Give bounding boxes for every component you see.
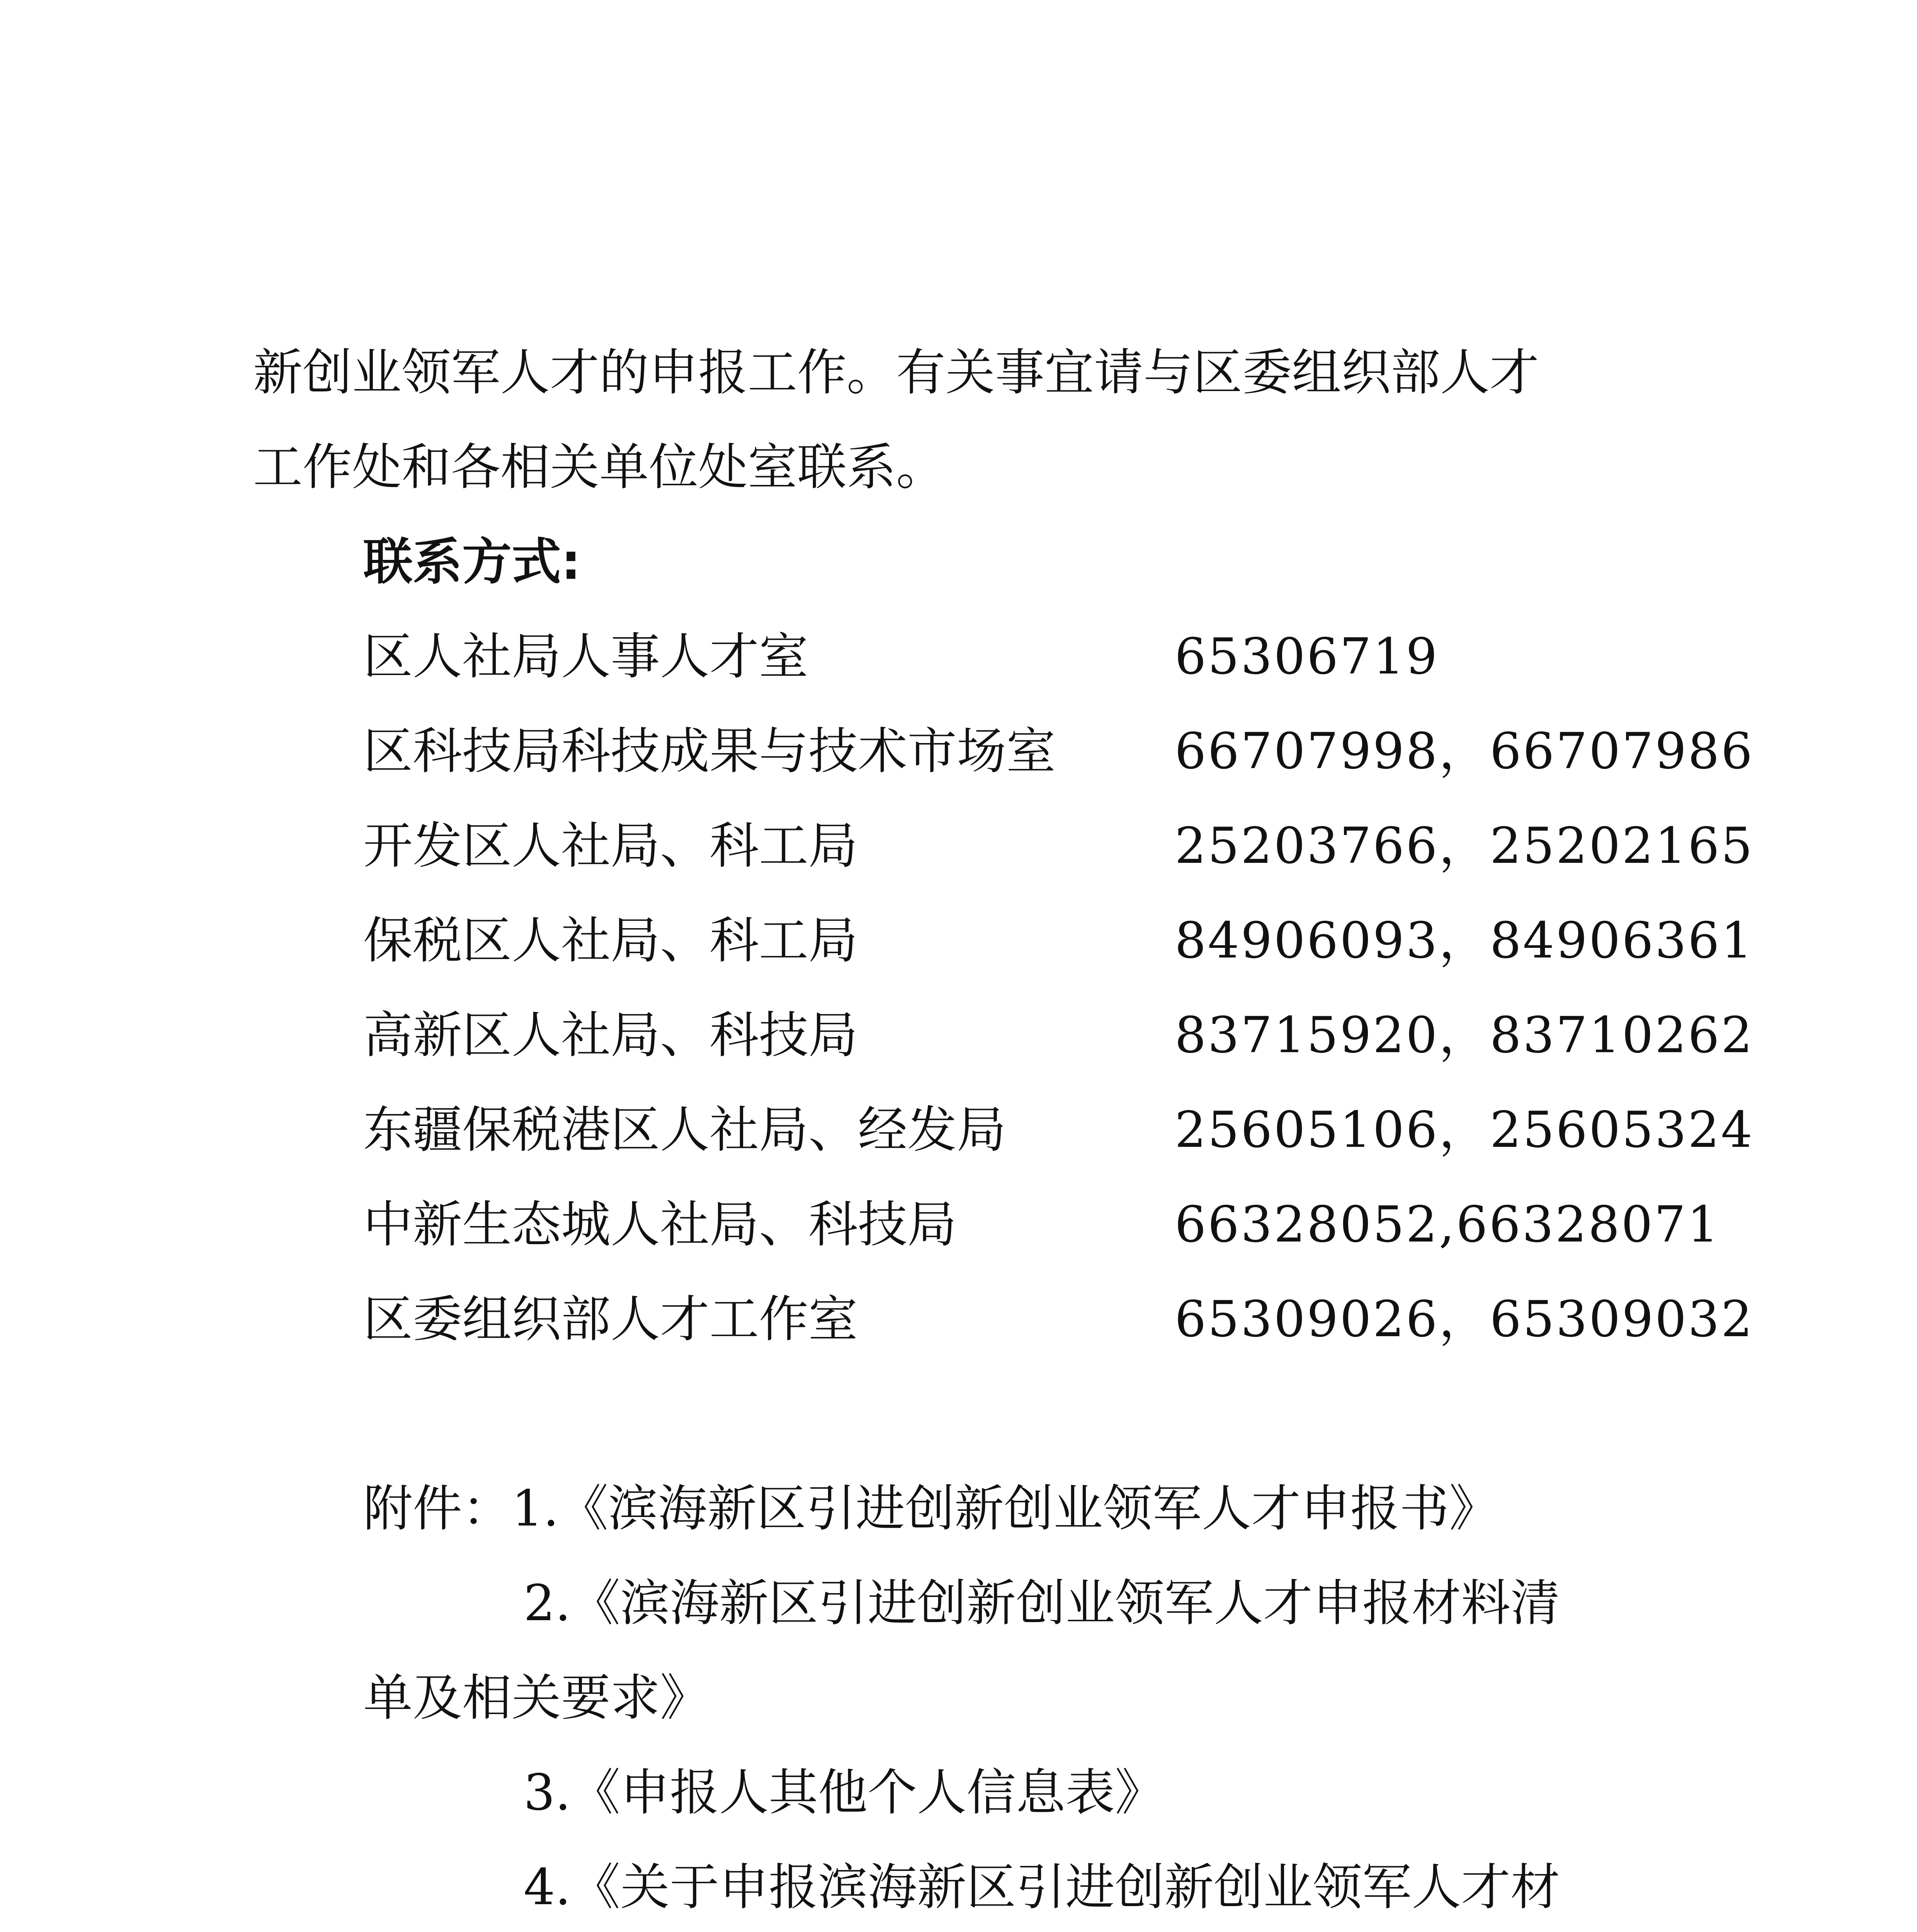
attachment-1: 附件：1.《滨海新区引进创新创业领军人才申报书》 [363, 1480, 1499, 1537]
contact-name-8: 区委组织部人才工作室 [363, 1291, 858, 1348]
contact-name-6: 东疆保税港区人社局、经发局 [363, 1101, 1007, 1159]
contact-name-4: 保税区人社局、科工局 [363, 912, 858, 969]
contact-name-1: 区人社局人事人才室 [363, 628, 809, 685]
attachment-2-line-1: 2.《滨海新区引进创新创业领军人才申报材料清 [524, 1575, 1560, 1632]
contact-phone-2: 66707998，66707986 [1175, 723, 1754, 780]
contact-name-5: 高新区人社局、科技局 [363, 1007, 858, 1064]
intro-line-1: 新创业领军人才的申报工作。有关事宜请与区委组织部人才 [253, 344, 1539, 401]
contact-phone-1: 65306719 [1175, 628, 1439, 685]
contact-phone-5: 83715920，83710262 [1175, 1007, 1754, 1064]
contact-phone-7: 66328052,66328071 [1175, 1196, 1720, 1253]
contact-name-7: 中新生态城人社局、科技局 [363, 1196, 957, 1253]
attachment-4-line-1: 4.《关于申报滨海新区引进创新创业领军人才材 [524, 1859, 1560, 1916]
contact-phone-3: 25203766，25202165 [1175, 817, 1754, 875]
contacts-heading: 联系方式: [363, 533, 581, 591]
contact-phone-4: 84906093，84906361 [1175, 912, 1754, 969]
attachment-3: 3.《申报人其他个人信息表》 [524, 1764, 1165, 1821]
contact-phone-6: 25605106，25605324 [1175, 1101, 1754, 1159]
contact-phone-8: 65309026，65309032 [1175, 1291, 1754, 1348]
attachment-2-line-2: 单及相关要求》 [363, 1669, 710, 1727]
contact-name-2: 区科技局科技成果与技术市场室 [363, 723, 1056, 780]
contact-name-3: 开发区人社局、科工局 [363, 817, 858, 875]
intro-line-2: 工作处和各相关单位处室联系。 [253, 439, 946, 496]
